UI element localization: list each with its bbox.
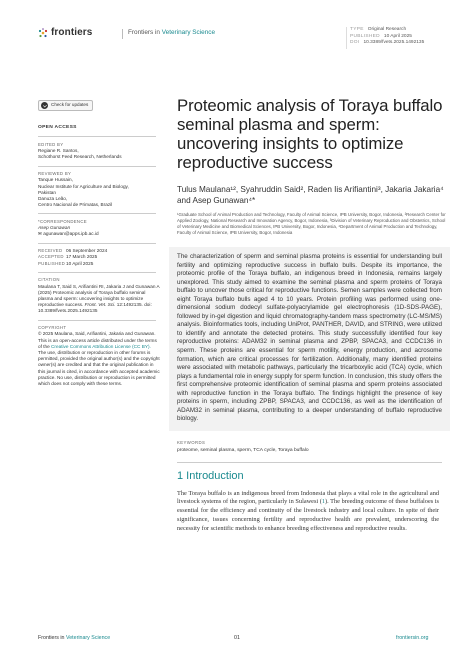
sidebar-divider xyxy=(38,136,156,137)
editor-name: Regiane R. Santos, xyxy=(38,148,79,154)
author-list: Tulus Maulana¹², Syahruddin Said², Raden Iis Arifiantini³, Jakaria Jakaria⁴ and Asep Gunawan⁴* xyxy=(177,185,444,205)
meta-doi[interactable]: DOI 10.3389/fvets.2025.1492135 xyxy=(350,40,425,46)
date-accepted: ACCEPTED 17 March 2025 xyxy=(38,254,98,260)
reference-link[interactable]: 1 xyxy=(321,498,326,506)
correspondence-label: *CORRESPONDENCE xyxy=(38,219,87,225)
page-header xyxy=(38,27,438,46)
frontiers-logo[interactable] xyxy=(38,27,92,38)
sidebar xyxy=(38,100,160,387)
keywords: proteome, seminal plasma, sperm, TCA cycle, Toraya buffalo xyxy=(177,447,309,453)
reviewer-line: Centro Nacional de Primatas, Brazil xyxy=(38,202,113,208)
sidebar-divider xyxy=(38,243,156,244)
journal-name[interactable] xyxy=(128,29,215,36)
introduction-paragraph: The Toraya buffalo is an indigenous breed from Indonesia that plays a vital role in the agricultural and livestock systems of the region, particularly in Sulawesi (1). The breeding outcome of these buffaloes is essential for the efficiency and continuity of the livestock industry and local culture. In spite of their significance, issues concerning fertility and reproductive health are prevalent, underscoring the necessity for scientific methods to enhance breeding effectiveness and reproductive results. xyxy=(177,489,439,532)
article-meta xyxy=(350,27,474,47)
footer-journal[interactable]: Frontiers in Veterinary Science xyxy=(38,635,111,641)
reviewed-by-label: REVIEWED BY xyxy=(38,171,72,177)
reviewer-line: Pakistan xyxy=(38,189,56,195)
meta-type: TYPE Original Research xyxy=(350,27,407,32)
copyright-text: © 2025 Maulana, Said, Arifiantini, Jakaria and Gunawan. This is an open-access article distributed under the terms of the Creative Commons Attribution License (CC BY). The use, distribution or reproduction in other forums is permitted, provided the original author(s) and the copyright owner(s) are credited and that the original publication in this journal is cited, in accordance with accepted academic practice. No use, distribution or reproduction is permitted which does not comply with these terms. xyxy=(38,331,160,387)
keywords-label: KEYWORDS xyxy=(177,439,206,445)
affiliations: ¹Graduate School of Animal Production and Technology, Faculty of Animal Science, IPB University, Bogor, Indonesia, ²Research Center for Applied Zoology, National Research and Innovation Agency, Bogor, Indonesia, ³Division of Veterinary Reproduction and Obstetrics, School of Veterinary Medicine and Biomedical Sciences, IPB University, Bogor, Indonesia, ⁴Department of Animal Production and Technology, Faculty of Animal Science, IPB University, Bogor, Indonesia xyxy=(177,212,446,235)
license-link[interactable]: Creative Commons Attribution License (CC BY). xyxy=(51,343,151,349)
check-for-updates-button[interactable]: Check for updates xyxy=(38,100,93,111)
meta-published: PUBLISHED 10 April 2025 xyxy=(350,33,412,39)
sidebar-divider xyxy=(38,213,156,214)
open-access-label: OPEN ACCESS xyxy=(38,125,77,131)
header-divider xyxy=(122,29,123,39)
article-main xyxy=(177,96,447,534)
correspondent-email[interactable]: ✉ agunawan@apps.ipb.ac.id xyxy=(38,231,99,237)
correspondent-name: Asep Gunawan xyxy=(38,225,71,231)
editor-affiliation: Schothorst Feed Research, Netherlands xyxy=(38,154,122,160)
check-icon xyxy=(41,102,48,109)
sidebar-divider xyxy=(38,166,156,167)
edited-by-label: EDITED BY xyxy=(38,142,64,147)
sidebar-divider xyxy=(38,320,156,321)
keywords-divider xyxy=(177,462,442,463)
journal-title: Veterinary Science xyxy=(161,29,216,36)
page-number: 01 xyxy=(234,635,240,641)
dates-block xyxy=(38,248,160,267)
meta-divider xyxy=(346,27,347,49)
footer-site-link[interactable]: frontiersin.org xyxy=(396,635,429,641)
section-heading-introduction: 1 Introduction xyxy=(177,469,244,482)
copyright-label: COPYRIGHT xyxy=(38,325,67,331)
date-published: PUBLISHED10 April 2025 xyxy=(38,260,94,266)
article-title: Proteomic analysis of Toraya buffalo seminal plasma and sperm: uncovering insights to optimize reproductive success xyxy=(177,96,443,172)
citation-label: CITATION xyxy=(38,277,60,283)
reviewer-line: Nuclear Institute for Agriculture and Biology, xyxy=(38,183,129,189)
brand-name: frontiers xyxy=(51,27,93,38)
citation-text: Maulana T, Said S, Arifiantini RI, Jakaria J and Gunawan A (2025) Proteomic analysis of Toraya buffalo seminal plasma and sperm: uncovering insights to optimize reproductive success. Front. Vet. Sci. 12:1492135. doi: 10.3389/fvets.2025.1492135 xyxy=(38,283,160,314)
frontiers-logo-icon xyxy=(38,28,48,38)
date-received: RECEIVED 06 September 2024 xyxy=(38,248,108,254)
sidebar-divider xyxy=(38,272,156,273)
reviewer-line: Tanque Hussain, xyxy=(38,177,73,183)
reviewer-line: Danuza Leão, xyxy=(38,196,68,202)
journal-prefix: Frontiers in xyxy=(128,29,160,36)
abstract: The characterization of sperm and seminal plasma proteins is essential for understanding bull fertility and optimizing reproductive success in buffalo bulls. Despite its importance, the proteomic profile of the Toraya buffalo, an indigenous breed in Indonesia, remains largely unexplored. This study aimed to examine the seminal plasma and sperm proteins of Toraya buffalo to uncover those critical for reproductive functions. Semen samples were collected from eight Toraya buffalo bulls aged 4 to 10 years. Protein profiling was performed using one-dimensional sodium dodecyl sulfate-polyacrylamide gel electrophoresis (1D-SDS-PAGE), followed by in-gel digestion and liquid chromatography-tandem mass spectrometry (LC-MS/MS) analysis. Bioinformatics tools, including UniProt, PANTHER, DAVID, and STRING, were utilized to identify and annotate the detected proteins. This study successfully identified four key reproductive proteins: ADAM32 in seminal plasma and ZPBP, SPACA3, and CCDC136 in sperm. These proteins are essential for sperm motility, energy production, and acrosome formation, which are critical processes for fertilization. Additionally, many identified proteins were associated with metabolic pathways, particularly the tricarboxylic acid (TCA) cycle, which plays a fundamental role in energy supply for sperm function. In conclusion, this study offers the first comprehensive proteomic identification of seminal plasma and sperm proteins associated with reproductive function in the Toraya buffalo. The findings highlight the presence of key proteins in sperm, including ZPBP, SPACA3, and CCDC136, as well as the identification of ADAM32 in seminal plasma, contributing to a deeper understanding of buffalo reproductive biology. xyxy=(169,247,450,431)
